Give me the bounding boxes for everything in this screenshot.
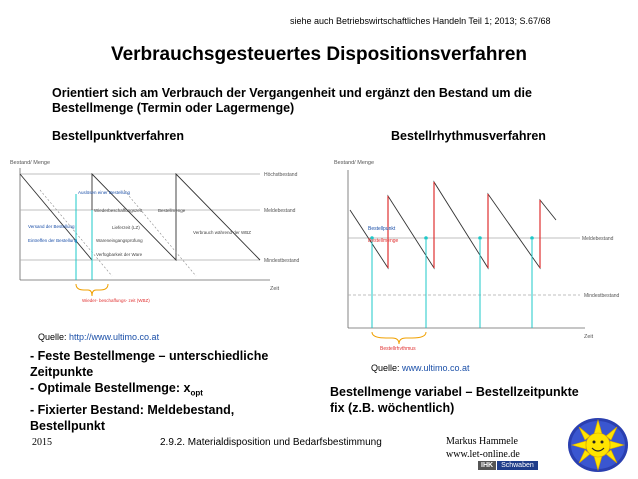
source-right-link[interactable]: www.ultimo.co.at <box>402 363 470 373</box>
bullet-right-1: Bestellmenge variabel – Bestellzeitpunkte <box>330 385 579 399</box>
label-versand: Versand der Bestellung <box>28 224 75 229</box>
label-bestellmenge-right: Bestellmenge <box>368 238 399 244</box>
label-lieferzeit: Lieferzeit (LZ) <box>112 225 140 230</box>
meldebestand-label: Meldebestand <box>264 208 296 214</box>
bullet-left-2: Zeitpunkte <box>30 365 94 379</box>
bullet-right-2: fix (z.B. wöchentlich) <box>330 401 455 415</box>
right-y-axis-label: Bestand/ Menge <box>334 160 375 166</box>
label-bestellpunkt: Bestellpunkt <box>368 226 396 232</box>
ihk-logo-mark: IHK <box>478 461 496 470</box>
footer-author: Markus Hammele <box>446 436 518 447</box>
slide-title: Verbrauchsgesteuertes Dispositionsverfahren <box>110 44 528 65</box>
bullet-left-4: - Fixierter Bestand: Meldebestand, <box>30 402 235 417</box>
sun-logo-icon <box>566 416 630 474</box>
source-right-label: Quelle: <box>371 363 403 373</box>
bullet-left-3 <box>30 380 330 402</box>
bullet-left-1: - Feste Bestellmenge – unterschiedliche <box>30 349 269 363</box>
label-ausloesen: Auslösen einer Bestellung <box>78 190 131 195</box>
bullets-right <box>330 384 630 416</box>
right-x-axis-label: Zeit <box>584 334 594 340</box>
mindestbestand-label: Mindestbestand <box>264 258 300 264</box>
hoechstbestand-label: Höchstbestand <box>264 172 298 178</box>
right-mindestbestand-label: Mindestbestand <box>584 293 620 299</box>
reference-note: siehe auch Betriebswirtschaftliches Handeln Teil 1; 2013; S.67/68 <box>290 16 551 26</box>
footer-section: 2.9.2. Materialdisposition und Bedarfsbestimmung <box>160 437 382 448</box>
source-right <box>371 363 470 373</box>
bullet-left-3-text: - Optimale Bestellmenge: x <box>30 381 191 395</box>
source-left <box>38 332 159 342</box>
ihk-logo <box>478 459 538 471</box>
bullets-left <box>30 348 330 434</box>
right-meldebestand-label: Meldebestand <box>582 236 614 242</box>
label-verbrauch: Verbrauch während der WBZ <box>193 230 252 235</box>
bestellrhythmus-diagram <box>330 150 630 350</box>
label-rhythmus: Bestellrhythmus <box>380 346 416 350</box>
intro-text: Orientiert sich am Verbrauch der Vergangenheit und ergänzt den Bestand um die Bestellmenge (Termin oder Lagermenge) <box>52 86 532 115</box>
source-left-label: Quelle: <box>38 332 70 342</box>
subtitle-bestellrhythmus: Bestellrhythmusverfahren <box>391 129 546 143</box>
footer-website[interactable]: www.let-online.de <box>446 449 520 460</box>
subtitle-bestellpunkt: Bestellpunktverfahren <box>52 129 184 143</box>
bullet-left-5: Bestellpunkt <box>30 418 106 433</box>
bestellpunkt-diagram <box>8 150 318 320</box>
left-x-axis-label: Zeit <box>270 286 280 292</box>
label-eintreffen: Eintreffen der Bestellung <box>28 238 78 243</box>
bullet-left-3-sub: opt <box>190 388 203 398</box>
footer-year: 2015 <box>32 437 52 448</box>
label-verfuegbarkeit: Verfügbarkeit der Ware <box>96 252 143 257</box>
footer-author-block <box>446 435 520 461</box>
label-wareneingang: Wareneingangsprüfung <box>96 238 143 243</box>
label-wiederbeschaffung: Wiederbeschaffungszeit <box>94 208 142 213</box>
label-bestellmenge: Bestellmenge <box>158 208 186 213</box>
ihk-logo-region: Schwaben <box>497 461 538 470</box>
label-wbz: Wieder- beschaffungs- zeit (WBZ) <box>82 298 150 303</box>
left-y-axis-label: Bestand/ Menge <box>10 160 51 166</box>
source-left-link[interactable]: http://www.ultimo.co.at <box>69 332 160 342</box>
